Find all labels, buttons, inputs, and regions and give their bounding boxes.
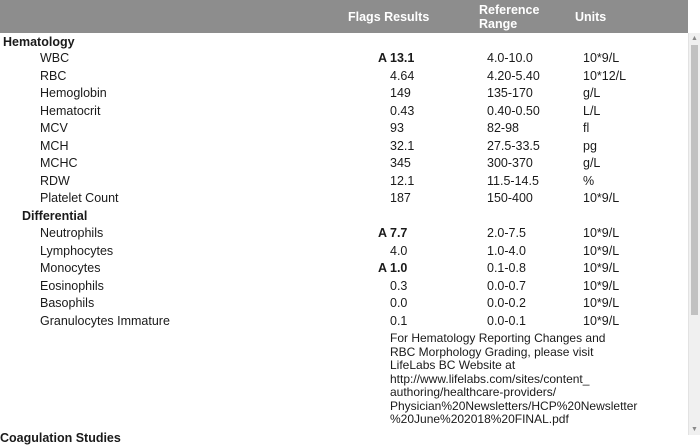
test-result: 0.43 <box>390 103 415 118</box>
test-result: 345 <box>390 156 411 170</box>
reference-range: 0.0-0.7 <box>487 278 526 293</box>
test-name: Eosinophils <box>40 278 104 293</box>
test-name: Granulocytes Immature <box>40 313 170 328</box>
test-name: Hematocrit <box>40 103 101 118</box>
table-row <box>0 313 688 331</box>
test-name: Monocytes <box>40 261 101 275</box>
note-line: RBC Morphology Grading, please visit <box>390 344 594 359</box>
test-name: Lymphocytes <box>40 243 114 258</box>
test-name: Platelet Count <box>40 191 119 205</box>
reference-range: 27.5-33.5 <box>487 138 540 153</box>
note-line: http://www.lifelabs.com/sites/content_ <box>390 371 590 386</box>
table-row <box>0 295 688 313</box>
test-units: 10*9/L <box>583 313 620 328</box>
reference-range: 82-98 <box>487 121 519 135</box>
table-row <box>0 190 688 208</box>
table-row <box>0 138 688 156</box>
test-units: g/L <box>583 86 601 100</box>
test-result: 1.0 <box>390 261 408 275</box>
test-name: WBC <box>40 51 70 65</box>
test-name: RDW <box>40 173 70 188</box>
table-row <box>0 120 688 138</box>
note-line: %20June%202018%20FINAL.pdf <box>390 412 569 426</box>
test-units: g/L <box>583 156 601 170</box>
reference-range: 0.40-0.50 <box>487 103 540 118</box>
test-name: MCHC <box>40 156 78 170</box>
scroll-up-arrow-icon[interactable]: ▲ <box>691 35 698 42</box>
test-units: 10*9/L <box>583 191 620 205</box>
test-units: 10*9/L <box>583 51 620 65</box>
reference-range: 0.0-0.2 <box>487 296 526 310</box>
reference-range: 4.0-10.0 <box>487 51 533 65</box>
test-result: 0.0 <box>390 296 408 310</box>
section-coagulation-partial: Coagulation Studies <box>0 431 121 445</box>
test-units: 10*9/L <box>583 261 620 275</box>
reference-range: 300-370 <box>487 156 533 170</box>
test-result: 187 <box>390 191 411 205</box>
section-differential: Differential <box>22 209 88 223</box>
table-row <box>0 260 688 278</box>
abnormal-flag: A <box>378 51 388 65</box>
results-scroll-area[interactable] <box>0 33 688 445</box>
header-flags-results: Flags Results <box>348 10 430 24</box>
test-result: 13.1 <box>390 51 415 65</box>
abnormal-flag: A <box>378 226 388 240</box>
test-units: L/L <box>583 103 601 118</box>
test-units: 10*9/L <box>583 243 620 258</box>
hematology-note <box>390 332 660 427</box>
test-units: % <box>583 173 595 188</box>
test-name: Hemoglobin <box>40 86 107 100</box>
scrollbar-thumb[interactable] <box>691 45 698 315</box>
note-line: authoring/healthcare-providers/ <box>390 385 557 399</box>
table-row <box>0 225 688 243</box>
test-units: 10*12/L <box>583 68 627 83</box>
test-result: 4.64 <box>390 68 415 83</box>
table-row <box>0 103 688 121</box>
reference-range: 11.5-14.5 <box>487 173 539 188</box>
reference-range: 150-400 <box>487 191 533 205</box>
table-row <box>0 155 688 173</box>
header-reference-range-line1: Reference <box>479 3 540 17</box>
test-result: 12.1 <box>390 173 415 188</box>
test-result: 93 <box>390 121 404 135</box>
test-units: pg <box>583 138 597 153</box>
note-line: For Hematology Reporting Changes and <box>390 331 606 345</box>
test-name: RBC <box>40 68 67 83</box>
test-result: 4.0 <box>390 243 408 258</box>
vertical-scrollbar[interactable] <box>688 33 700 435</box>
reference-range: 1.0-4.0 <box>487 243 526 258</box>
test-units: 10*9/L <box>583 296 620 310</box>
header-units: Units <box>575 10 607 24</box>
test-result: 7.7 <box>390 226 408 240</box>
abnormal-flag: A <box>378 261 388 275</box>
test-name: MCH <box>40 138 69 153</box>
reference-range: 135-170 <box>487 86 533 100</box>
test-units: 10*9/L <box>583 226 620 240</box>
table-row <box>0 173 688 191</box>
test-name: Basophils <box>40 296 95 310</box>
table-row <box>0 85 688 103</box>
table-row <box>0 68 688 86</box>
header-reference-range-line2: Range <box>479 17 518 31</box>
note-line: LifeLabs BC Website at <box>390 358 516 372</box>
test-name: Neutrophils <box>40 226 104 240</box>
reference-range: 0.1-0.8 <box>487 261 526 275</box>
table-header <box>0 0 688 33</box>
reference-range: 4.20-5.40 <box>487 68 540 83</box>
test-result: 0.3 <box>390 278 408 293</box>
reference-range: 0.0-0.1 <box>487 313 526 328</box>
test-name: MCV <box>40 121 68 135</box>
reference-range: 2.0-7.5 <box>487 226 526 240</box>
scroll-down-arrow-icon[interactable]: ▼ <box>691 426 698 433</box>
test-result: 149 <box>390 86 411 100</box>
table-row <box>0 50 688 68</box>
section-hematology: Hematology <box>3 35 75 49</box>
test-units: 10*9/L <box>583 278 620 293</box>
table-row <box>0 278 688 296</box>
test-result: 32.1 <box>390 138 415 153</box>
table-row <box>0 243 688 261</box>
note-line: Physician%20Newsletters/HCP%20Newsletter <box>390 398 638 413</box>
test-result: 0.1 <box>390 313 408 328</box>
test-units: fl <box>583 121 590 135</box>
